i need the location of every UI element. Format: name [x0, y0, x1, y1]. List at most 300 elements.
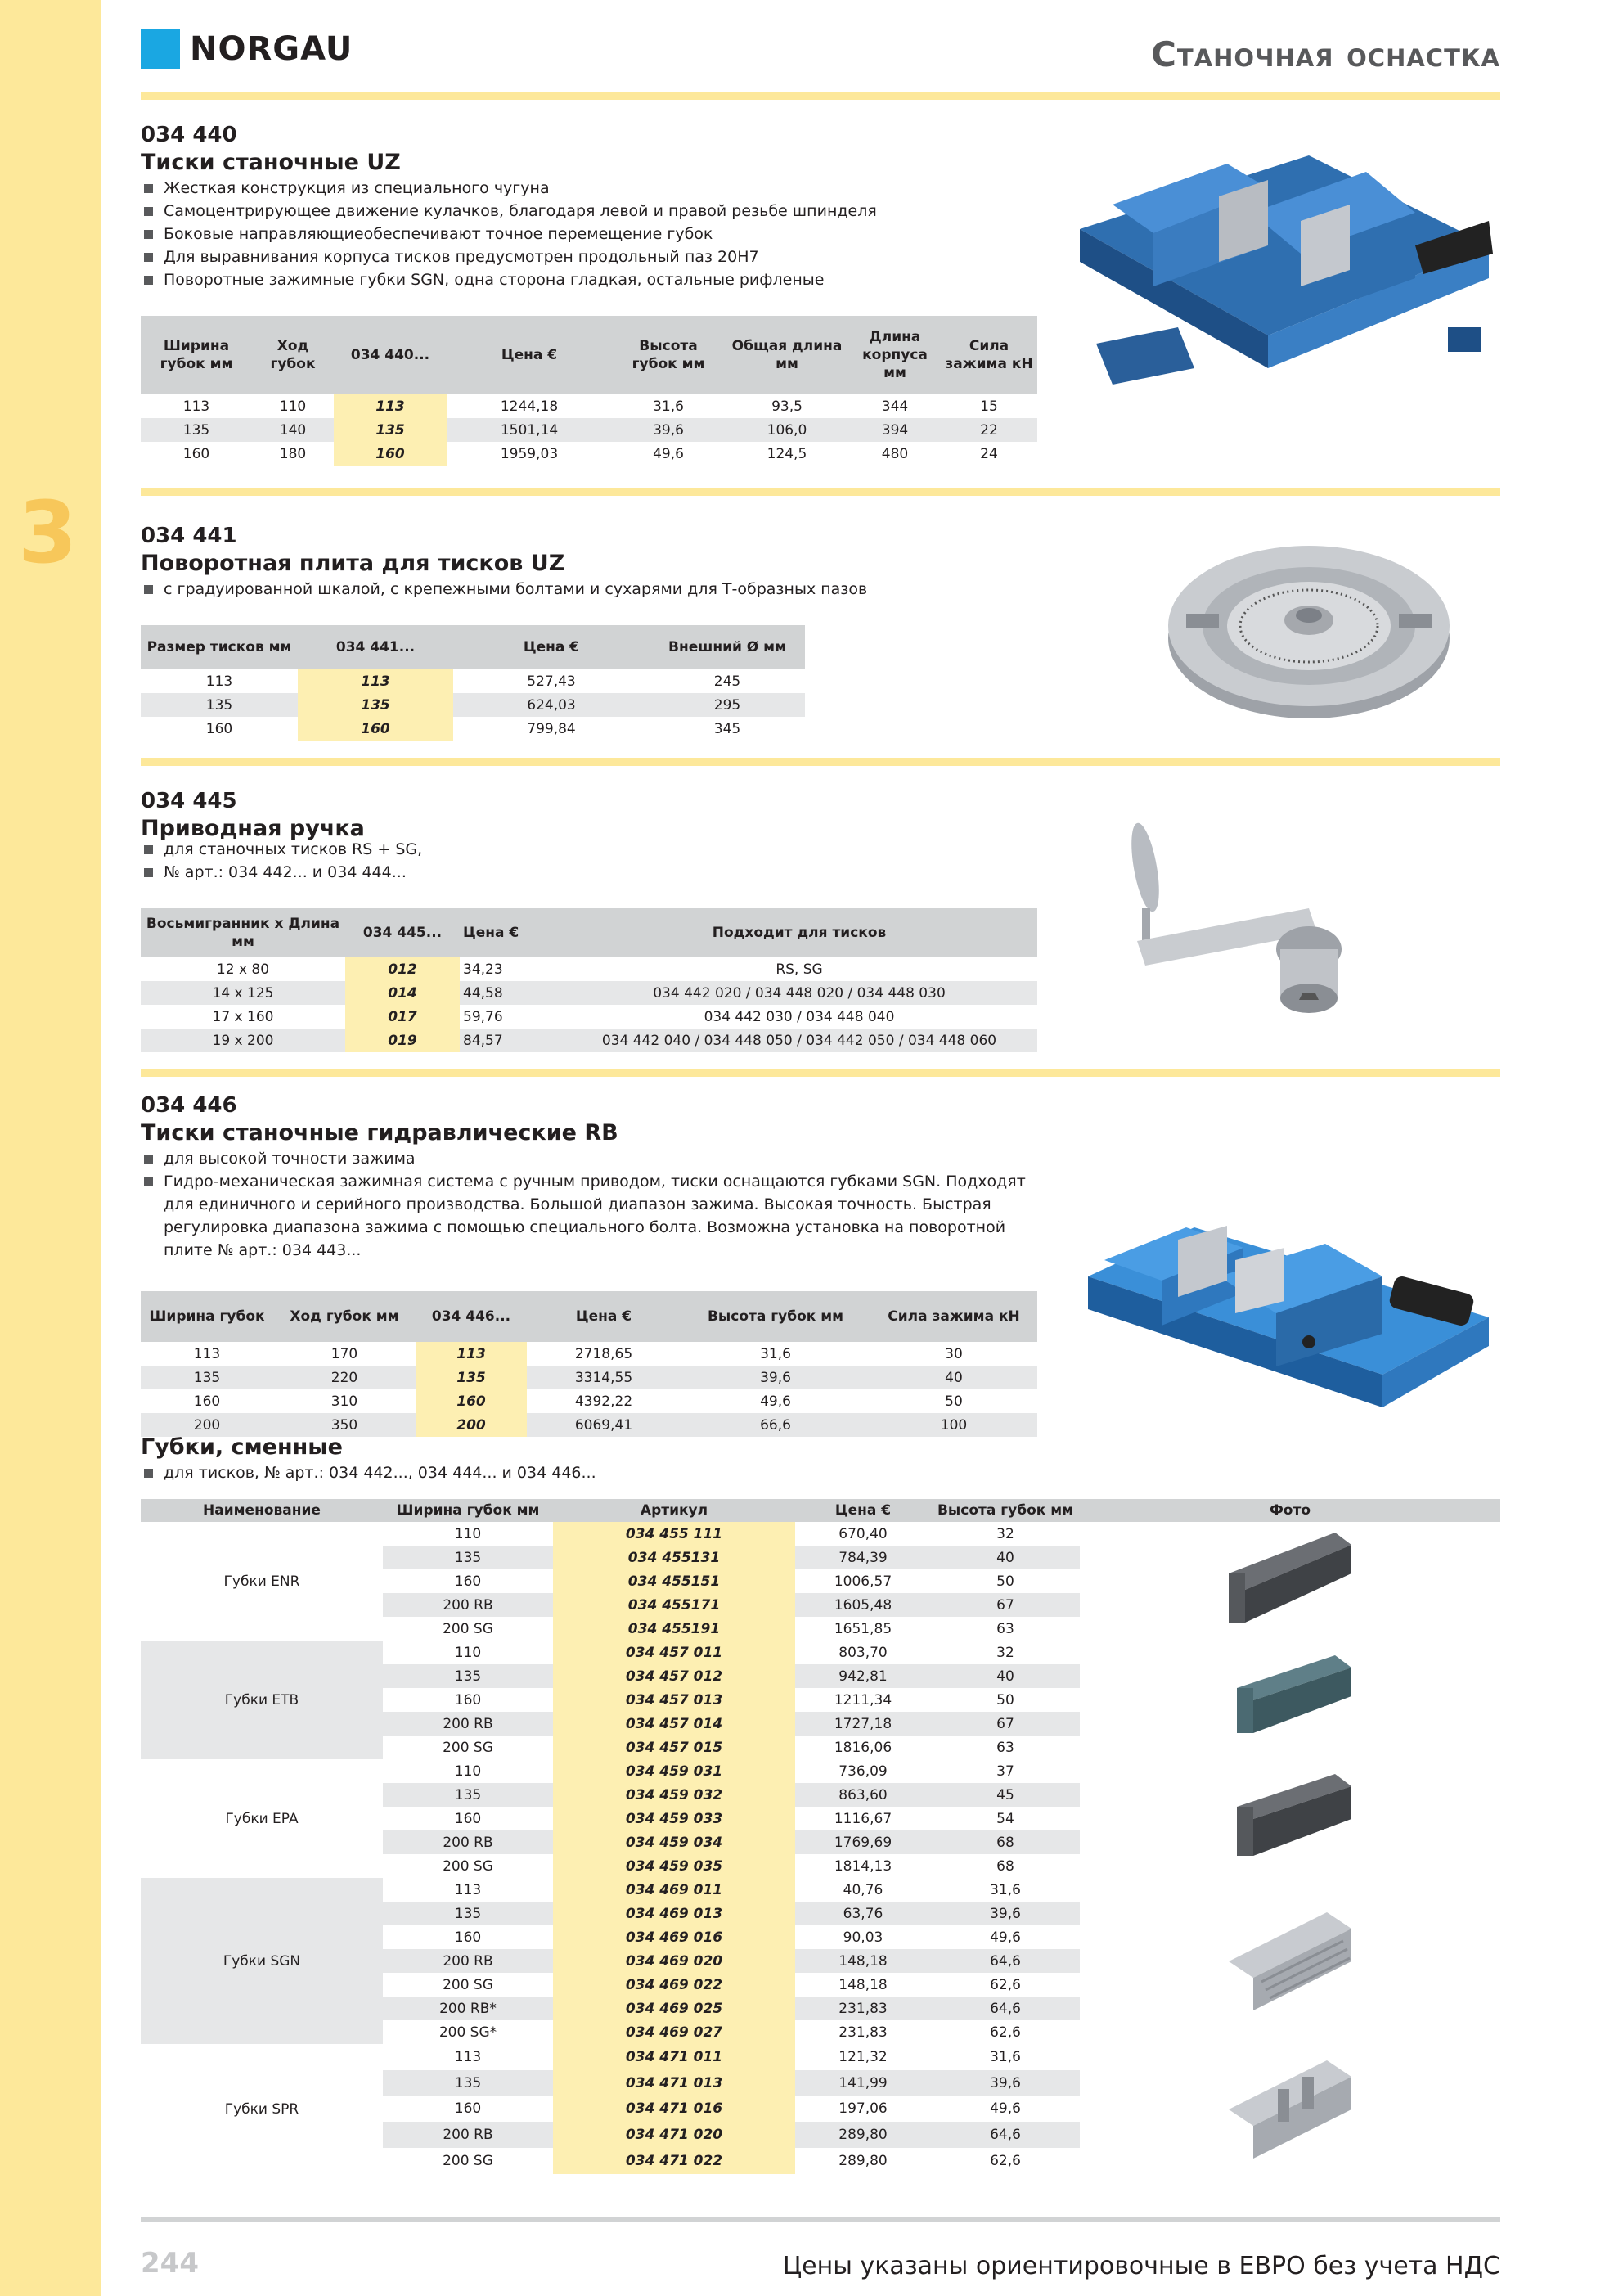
- column-header: 034 440...: [334, 316, 447, 394]
- brand-logo-square: [141, 29, 180, 69]
- cell: 113: [205, 673, 233, 690]
- section-034441: [141, 522, 867, 601]
- article-cell: 200: [416, 1413, 527, 1437]
- column-header: Восьмигранник x Длина мм: [141, 908, 345, 957]
- cell: 135: [141, 693, 298, 717]
- jaw-enr-photo: [1221, 1524, 1360, 1631]
- price-cell: 289,80: [838, 2153, 888, 2170]
- jaw-photo-cell: [1080, 2044, 1500, 2174]
- cell: 49,6: [760, 1393, 791, 1410]
- cell: 034 442 030 / 034 448 040: [704, 1008, 895, 1025]
- article-cell: 160: [298, 717, 453, 741]
- cell: 110: [454, 1763, 482, 1780]
- column-header: Ширина губок: [141, 1291, 273, 1342]
- column-header: 034 446...: [416, 1291, 527, 1342]
- cell: 15: [980, 398, 998, 415]
- price-cell: 784,39: [795, 1546, 931, 1569]
- price-cell: 121,32: [838, 2048, 888, 2065]
- cell: 345: [713, 720, 741, 737]
- article-cell: 034 469 016: [553, 1925, 795, 1949]
- cell: 135: [383, 1902, 553, 1925]
- column-header: Длина корпуса мм: [849, 316, 941, 394]
- cell: 63: [996, 1739, 1014, 1756]
- table-row: [141, 1641, 1500, 1664]
- cell: 110: [454, 1525, 482, 1542]
- product-title: Тиски станочные UZ: [141, 150, 401, 175]
- cell: 68: [996, 1857, 1014, 1875]
- feature-item: для тисков, № арт.: 034 442..., 034 444... и 034 446...: [141, 1461, 596, 1484]
- cell: 49,6: [990, 2100, 1021, 2118]
- product-title: Губки, сменные: [141, 1434, 343, 1460]
- cell: 135: [383, 1783, 553, 1807]
- price-cell: 63,76: [795, 1902, 931, 1925]
- table-row: [141, 394, 1037, 418]
- feature-list: [141, 578, 867, 601]
- column-header: Артикул: [553, 1499, 795, 1522]
- jaw-photo-cell: [1080, 1641, 1500, 1759]
- article-cell: 135: [334, 418, 447, 442]
- table-row: [141, 1342, 1037, 1366]
- chapter-stripe: [0, 0, 101, 2296]
- price-cell: 84,57: [460, 1029, 561, 1052]
- feature-item: для высокой точности зажима: [141, 1147, 1057, 1170]
- feature-item: Самоцентрирующее движение кулачков, благодаря левой и правой резьбе шпинделя: [141, 200, 877, 223]
- section-jaws: [141, 1434, 596, 1484]
- price-cell: 1501,14: [447, 418, 612, 442]
- article-cell: 034 457 015: [553, 1736, 795, 1759]
- price-cell: 803,70: [838, 1644, 888, 1661]
- price-cell: 736,09: [838, 1763, 888, 1780]
- cell: 160: [454, 1810, 482, 1827]
- cell: 350: [273, 1413, 416, 1437]
- article-cell: 017: [345, 1005, 460, 1029]
- group-name: Губки ENR: [141, 1522, 383, 1641]
- column-header: Ширина губок мм: [383, 1499, 553, 1522]
- table-header: [141, 1499, 1500, 1522]
- column-header: Внешний Ø мм: [650, 625, 805, 669]
- table-row: [141, 669, 805, 693]
- vise-uz-image: [1063, 123, 1505, 417]
- table-header: [141, 1291, 1037, 1342]
- table-row: [141, 442, 1037, 466]
- price-cell: 942,81: [795, 1664, 931, 1688]
- price-cell: 1959,03: [500, 445, 559, 462]
- cell: 200 RB*: [383, 1997, 553, 2020]
- article-cell: 019: [345, 1029, 460, 1052]
- column-header: Цена €: [795, 1499, 931, 1522]
- price-cell: 2718,65: [574, 1345, 633, 1362]
- feature-item: Боковые направляющиеобеспечивают точное перемещение губок: [141, 223, 877, 245]
- cell: 40: [931, 1546, 1080, 1569]
- feature-list: [141, 1147, 1057, 1262]
- article-cell: 034 471 013: [553, 2070, 795, 2096]
- price-cell: 148,18: [795, 1949, 931, 1973]
- article-cell: 034 469 011: [553, 1878, 795, 1902]
- price-cell: 289,80: [795, 2122, 931, 2148]
- price-cell: 1814,13: [834, 1857, 892, 1875]
- cell: 160: [454, 1929, 482, 1946]
- column-header: Ширина губок мм: [141, 316, 252, 394]
- spec-table-034440: [141, 316, 1037, 466]
- article-cell: 012: [345, 957, 460, 981]
- column-header: Наименование: [141, 1499, 383, 1522]
- article-code: 034 441: [141, 524, 237, 548]
- article-cell: 034 459 035: [553, 1854, 795, 1878]
- article-cell: 034 459 034: [553, 1830, 795, 1854]
- cell: 200 SG*: [438, 2024, 497, 2041]
- group-name: Губки SPR: [141, 2044, 383, 2174]
- spec-table-034441: [141, 625, 805, 741]
- price-cell: 1727,18: [795, 1712, 931, 1736]
- cell: 31,6: [990, 1881, 1021, 1898]
- price-cell: 148,18: [838, 1976, 888, 1993]
- cell: 200 RB: [383, 1593, 553, 1617]
- rotary-plate-image: [1162, 524, 1456, 728]
- cell: 034 442 040 / 034 448 050 / 034 442 050 / 034 448 060: [561, 1029, 1037, 1052]
- column-header: Общая длина мм: [725, 316, 849, 394]
- table-row: [141, 981, 1037, 1005]
- price-cell: 1816,06: [834, 1739, 892, 1756]
- article-cell: 034 459 033: [553, 1807, 795, 1830]
- feature-list: [141, 177, 877, 291]
- price-cell: 231,83: [838, 2024, 888, 2041]
- feature-item: № арт.: 034 442... и 034 444...: [141, 861, 422, 884]
- article-cell: 034 471 011: [553, 2044, 795, 2070]
- cell: 110: [279, 398, 307, 415]
- cell: 200 RB: [383, 1949, 553, 1973]
- cell: 39,6: [931, 1902, 1080, 1925]
- article-cell: 034 459 031: [553, 1759, 795, 1783]
- column-header: Высота губок мм: [931, 1499, 1080, 1522]
- column-header: 034 445...: [345, 908, 460, 957]
- article-code: 034 446: [141, 1093, 237, 1118]
- cell: 113: [454, 2048, 482, 2065]
- article-cell: 113: [298, 669, 453, 693]
- cell: 62,6: [990, 2153, 1021, 2170]
- cell: 106,0: [725, 418, 849, 442]
- cell: 63: [996, 1620, 1014, 1637]
- jaw-spr-photo: [1221, 2044, 1360, 2167]
- section-034446: [141, 1092, 1057, 1262]
- cell: 62,6: [990, 1976, 1021, 1993]
- column-header: 034 441...: [298, 625, 453, 669]
- feature-list: [141, 838, 422, 884]
- table-row: [141, 418, 1037, 442]
- cell: 12 x 80: [216, 961, 270, 978]
- price-cell: 141,99: [795, 2070, 931, 2096]
- article-code: 034 445: [141, 789, 237, 813]
- jaws-table: [141, 1499, 1500, 2174]
- column-header: Фото: [1080, 1499, 1500, 1522]
- cell: 49,6: [990, 1929, 1021, 1946]
- cell: 135: [383, 1546, 553, 1569]
- table-row: [141, 1366, 1037, 1389]
- cell: 17 x 160: [212, 1008, 274, 1025]
- column-header: Высота губок мм: [681, 1291, 870, 1342]
- cell: 24: [980, 445, 998, 462]
- table-row: [141, 693, 805, 717]
- table-header: [141, 316, 1037, 394]
- product-title: Приводная ручка: [141, 816, 365, 841]
- product-title: Тиски станочные гидравлические RB: [141, 1120, 618, 1146]
- cell: 220: [273, 1366, 416, 1389]
- cell: 64,6: [931, 1997, 1080, 2020]
- column-header: Высота губок мм: [612, 316, 725, 394]
- cell: 40: [931, 1664, 1080, 1688]
- column-header: Ход губок мм: [273, 1291, 416, 1342]
- article-cell: 034 455 111: [553, 1522, 795, 1546]
- article-cell: 034 471 020: [553, 2122, 795, 2148]
- price-cell: 624,03: [453, 693, 650, 717]
- cell: 32: [996, 1644, 1014, 1661]
- cell: 124,5: [767, 445, 807, 462]
- cell: 31,6: [760, 1345, 791, 1362]
- price-cell: 90,03: [843, 1929, 883, 1946]
- column-header: Сила зажима кН: [870, 1291, 1037, 1342]
- article-cell: 034 457 011: [553, 1641, 795, 1664]
- jaws-table-body: [141, 1522, 1500, 2174]
- cell: 160: [205, 720, 233, 737]
- cell: 200 RB: [383, 1830, 553, 1854]
- cell: 39,6: [681, 1366, 870, 1389]
- page-number: 244: [141, 2247, 199, 2280]
- price-cell: 44,58: [460, 981, 561, 1005]
- jaw-epa-photo: [1221, 1762, 1360, 1868]
- cell: 68: [931, 1830, 1080, 1854]
- cell: 54: [996, 1810, 1014, 1827]
- article-cell: 034 471 022: [553, 2148, 795, 2174]
- article-cell: 014: [345, 981, 460, 1005]
- article-cell: 034 455151: [553, 1569, 795, 1593]
- article-cell: 034 469 022: [553, 1973, 795, 1997]
- price-cell: 1116,67: [834, 1810, 892, 1827]
- feature-item: Поворотные зажимные губки SGN, одна сторона гладкая, остальные рифленые: [141, 268, 877, 291]
- cell: 14 x 125: [141, 981, 345, 1005]
- cell: 135: [141, 418, 252, 442]
- article-cell: 034 469 020: [553, 1949, 795, 1973]
- cell: 39,6: [931, 2070, 1080, 2096]
- cell: 67: [931, 1593, 1080, 1617]
- cell: 295: [650, 693, 805, 717]
- cell: 160: [454, 1691, 482, 1708]
- article-cell: 034 469 013: [553, 1902, 795, 1925]
- group-name: Губки SGN: [141, 1878, 383, 2044]
- price-cell: 197,06: [838, 2100, 888, 2118]
- price-cell: 34,23: [463, 961, 503, 978]
- header-rule: [141, 92, 1500, 100]
- section-rule: [141, 488, 1500, 496]
- feature-item: с градуированной шкалой, с крепежными болтами и сухарями для Т-образных пазов: [141, 578, 867, 601]
- stripe-edge: [101, 0, 118, 2296]
- article-cell: 113: [416, 1342, 527, 1366]
- price-cell: 3314,55: [527, 1366, 681, 1389]
- column-header: Размер тисков мм: [141, 625, 298, 669]
- price-cell: 6069,41: [527, 1413, 681, 1437]
- cell: 50: [996, 1691, 1014, 1708]
- article-code: 034 440: [141, 123, 237, 147]
- price-cell: 799,84: [527, 720, 576, 737]
- cell: 200 SG: [443, 1976, 493, 1993]
- cell: 160: [182, 445, 210, 462]
- jaw-etb-photo: [1221, 1643, 1360, 1749]
- jaw-photo-cell: [1080, 1522, 1500, 1641]
- cell: 49,6: [653, 445, 684, 462]
- cell: 110: [454, 1644, 482, 1661]
- cell: 135: [141, 1366, 273, 1389]
- feature-list: [141, 1461, 596, 1484]
- price-cell: 59,76: [463, 1008, 503, 1025]
- cell: 62,6: [990, 2024, 1021, 2041]
- article-cell: 034 455131: [553, 1546, 795, 1569]
- cell: 100: [870, 1413, 1037, 1437]
- cell: 180: [279, 445, 307, 462]
- column-header: Цена €: [453, 625, 650, 669]
- article-cell: 113: [334, 394, 447, 418]
- cell: 45: [931, 1783, 1080, 1807]
- cell: 034 442 020 / 034 448 020 / 034 448 030: [561, 981, 1037, 1005]
- cell: 245: [713, 673, 741, 690]
- feature-item: Для выравнивания корпуса тисков предусмотрен продольный паз 20H7: [141, 245, 877, 268]
- article-cell: 034 455171: [553, 1593, 795, 1617]
- cell: 66,6: [681, 1413, 870, 1437]
- cell: 160: [454, 1573, 482, 1590]
- article-cell: 135: [416, 1366, 527, 1389]
- table-row: [141, 1005, 1037, 1029]
- article-cell: 034 457 013: [553, 1688, 795, 1712]
- cell: RS, SG: [776, 961, 823, 978]
- cell: 200 SG: [443, 2153, 493, 2170]
- cell: 32: [996, 1525, 1014, 1542]
- hydraulic-vise-rb-image: [1080, 1178, 1505, 1424]
- chapter-number: 3: [18, 483, 78, 583]
- table-row: [141, 1759, 1500, 1783]
- column-header: Подходит для тисков: [561, 908, 1037, 957]
- column-header: Ход губок: [252, 316, 334, 394]
- table-row: [141, 2044, 1500, 2070]
- cell: 394: [849, 418, 941, 442]
- cell: 135: [383, 2070, 553, 2096]
- table-row: [141, 1389, 1037, 1413]
- cell: 160: [454, 2100, 482, 2118]
- price-cell: 670,40: [838, 1525, 888, 1542]
- article-cell: 135: [298, 693, 453, 717]
- cell: 31,6: [653, 398, 684, 415]
- article-cell: 034 469 027: [553, 2020, 795, 2044]
- table-header: [141, 908, 1037, 957]
- cell: 200: [141, 1413, 273, 1437]
- article-cell: 034 457 012: [553, 1664, 795, 1688]
- price-cell: 1211,34: [834, 1691, 892, 1708]
- feature-item: Гидро-механическая зажимная система с ручным приводом, тиски оснащаются губками SGN. Подходят для единичного и серийного производства. Большой диапазон зажима. Высокая точность. Быстрая регулировка диапазона зажима с помощью специального болта. Возможна установка на поворотной плите № арт.: 034 443...: [141, 1170, 1057, 1262]
- price-cell: 4392,22: [574, 1393, 633, 1410]
- article-cell: 034 457 014: [553, 1712, 795, 1736]
- group-name: Губки EPA: [141, 1759, 383, 1878]
- cell: 50: [945, 1393, 963, 1410]
- cell: 113: [193, 1345, 221, 1362]
- section-rule: [141, 758, 1500, 766]
- price-cell: 1605,48: [795, 1593, 931, 1617]
- footer-rule: [141, 2217, 1500, 2222]
- price-cell: 1244,18: [500, 398, 559, 415]
- cell: 135: [383, 1664, 553, 1688]
- footer-note: Цены указаны ориентировочные в ЕВРО без учета НДС: [782, 2252, 1500, 2280]
- table-row: [141, 1029, 1037, 1052]
- price-cell: 1006,57: [834, 1573, 892, 1590]
- feature-item: Жесткая конструкция из специального чугуна: [141, 177, 877, 200]
- feature-item: для станочных тисков RS + SG,: [141, 838, 422, 861]
- article-cell: 034 469 025: [553, 1997, 795, 2020]
- article-cell: 034 455191: [553, 1617, 795, 1641]
- cell: 31,6: [990, 2048, 1021, 2065]
- table-row: [141, 717, 805, 741]
- spec-table-034446: [141, 1291, 1037, 1437]
- cell: 480: [881, 445, 909, 462]
- cell: 344: [881, 398, 909, 415]
- price-cell: 863,60: [795, 1783, 931, 1807]
- cell: 200 SG: [443, 1857, 493, 1875]
- cell: 140: [252, 418, 334, 442]
- cell: 93,5: [771, 398, 803, 415]
- jaw-photo-cell: [1080, 1759, 1500, 1878]
- cell: 113: [182, 398, 210, 415]
- table-row: [141, 1522, 1500, 1546]
- cell: 200 SG: [443, 1739, 493, 1756]
- price-cell: 527,43: [527, 673, 576, 690]
- cell: 113: [454, 1881, 482, 1898]
- column-header: Сила зажима кН: [941, 316, 1037, 394]
- cell: 200 SG: [443, 1620, 493, 1637]
- section-title: Станочная оснастка: [1151, 34, 1500, 74]
- cell: 200 RB: [383, 2122, 553, 2148]
- cell: 310: [330, 1393, 358, 1410]
- article-cell: 160: [334, 442, 447, 466]
- table-row: [141, 1878, 1500, 1902]
- cell: 67: [931, 1712, 1080, 1736]
- article-cell: 034 471 016: [553, 2096, 795, 2123]
- price-cell: 1651,85: [834, 1620, 892, 1637]
- column-header: Цена €: [460, 908, 561, 957]
- cell: 200 RB: [383, 1712, 553, 1736]
- cell: 37: [996, 1763, 1014, 1780]
- cell: 22: [941, 418, 1037, 442]
- table-header: [141, 625, 805, 669]
- jaw-sgn-photo: [1221, 1896, 1360, 2019]
- brand-logo-text: NORGAU: [190, 30, 353, 68]
- product-title: Поворотная плита для тисков UZ: [141, 551, 565, 576]
- cell: 64,6: [931, 2122, 1080, 2148]
- jaw-photo-cell: [1080, 1878, 1500, 2044]
- cell: 39,6: [612, 418, 725, 442]
- table-row: [141, 957, 1037, 981]
- cell: 30: [945, 1345, 963, 1362]
- price-cell: 40,76: [843, 1881, 883, 1898]
- article-cell: 034 459 032: [553, 1783, 795, 1807]
- section-034445: [141, 787, 422, 884]
- cell: 40: [870, 1366, 1037, 1389]
- price-cell: 1769,69: [795, 1830, 931, 1854]
- cell: 160: [193, 1393, 221, 1410]
- price-cell: 231,83: [795, 1997, 931, 2020]
- cell: 19 x 200: [141, 1029, 345, 1052]
- group-name: Губки ETB: [141, 1641, 383, 1759]
- crank-handle-image: [1113, 818, 1407, 1023]
- column-header: Цена €: [447, 316, 612, 394]
- spec-table-034445: [141, 908, 1037, 1052]
- column-header: Цена €: [527, 1291, 681, 1342]
- article-cell: 160: [416, 1389, 527, 1413]
- cell: 64,6: [931, 1949, 1080, 1973]
- cell: 170: [330, 1345, 358, 1362]
